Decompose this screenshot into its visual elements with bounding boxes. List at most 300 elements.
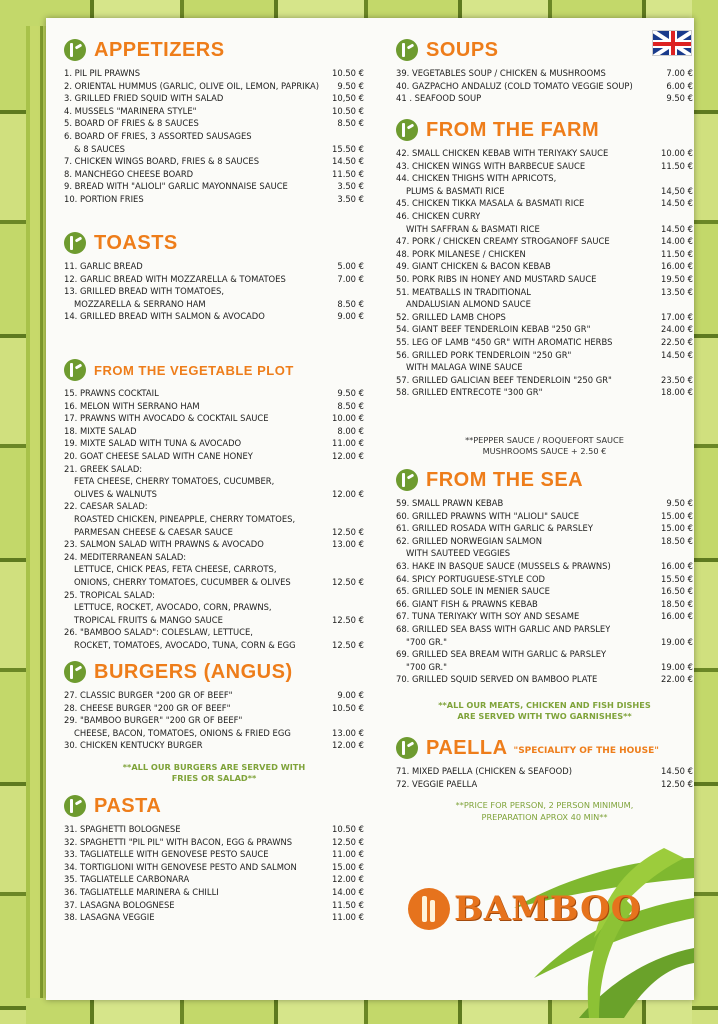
menu-item [64,168,364,181]
menu-item [396,197,693,210]
item-name: 64. SPICY PORTUGUESE-STYLE COD [396,573,545,584]
item-price: 9.50 € [666,498,693,508]
item-name: 39. VEGETABLES SOUP / CHICKEN & MUSHROOMS [396,68,606,78]
item-name: ANDALUSIAN ALMOND SAUCE [406,299,531,310]
section-title: FROM THE SEA [426,468,584,491]
item-name: CHEESE, BACON, TOMATOES, ONIONS & FRIED EGG [74,727,291,738]
item-price: 11.50 € [661,160,693,171]
menu-item [64,193,364,206]
menu-item [64,526,364,539]
menu-item [396,765,693,778]
menu-item [396,535,693,548]
item-name: 5. BOARD OF FRIES & 8 SAUCES [64,118,199,129]
item-price [659,361,693,374]
bamboo-icon [64,661,86,683]
item-price: 19.00 € [661,636,693,647]
menu-item [64,180,364,193]
item-name: PLUMS & BASMATI RICE [406,185,505,196]
item-price: 11.50 € [661,248,693,259]
menu-item [396,623,693,636]
item-name: 18. MIXTE SALAD [64,425,137,436]
item-price [330,601,364,614]
item-price: 12.50 € [332,576,364,587]
section-vegetable-plot [64,358,364,651]
section-title: TOASTS [94,231,178,254]
menu-item [64,400,364,413]
item-price: 11.50 € [332,168,364,179]
menu-item [396,522,693,535]
item-price: 12.50 € [332,614,364,625]
bamboo-icon [64,795,86,817]
menu-item [396,610,693,623]
menu-item [396,336,693,349]
item-name: 42. SMALL CHICKEN KEBAB WITH TERIYAKY SAUCE [396,148,609,158]
item-price: 14.50 € [661,349,693,360]
item-name: 47. PORK / CHICKEN CREAMY STROGANOFF SAUCE [396,236,610,247]
item-price: 12.50 € [661,778,693,789]
item-name: 41 . SEAFOOD SOUP [396,93,482,104]
menu-item [396,673,693,686]
item-price [330,589,364,602]
menu-item [64,310,364,323]
menu-item [396,573,693,586]
item-name: 55. LEG OF LAMB "450 GR" WITH AROMATIC HERBS [396,336,613,347]
item-name: 15. PRAWNS COCKTAIL [64,388,159,398]
menu-item [396,598,693,611]
item-price: 15.00 € [661,510,693,521]
item-name: "700 GR." [406,636,448,647]
item-price: 11.50 € [332,899,364,910]
item-price [330,551,364,564]
item-name: WITH SAUTEED VEGGIES [406,548,511,559]
item-name: OLIVES & WALNUTS [74,488,157,499]
menu-item [396,349,693,362]
menu-item [64,589,364,602]
item-price: 7.00 € [666,68,693,78]
item-name: 33. TAGLIATELLE WITH GENOVESE PESTO SAUCE [64,849,269,860]
menu-item [396,497,693,510]
menu-item [396,286,693,299]
menu-item [64,425,364,438]
menu-item [64,861,364,874]
item-name: 52. GRILLED LAMB CHOPS [396,311,506,322]
menu-item [396,147,693,160]
menu-item [64,601,364,614]
item-name: 1. PIL PIL PRAWNS [64,68,141,78]
menu-item [64,155,364,168]
item-price [659,210,693,223]
item-name: 48. PORK MILANESE / CHICKEN [396,248,526,259]
menu-page [46,18,694,1000]
item-name: 14. GRILLED BREAD WITH SALMON & AVOCADO [64,311,265,322]
menu-item [396,323,693,336]
item-name: 19. MIXTE SALAD WITH TUNA & AVOCADO [64,438,242,449]
menu-item [396,585,693,598]
item-price [330,285,364,298]
item-price: 12.50 € [332,639,364,650]
item-name: 57. GRILLED GALICIAN BEEF TENDERLOIN "250 GR" [396,374,612,385]
menu-item [396,778,693,791]
section-title: BURGERS (ANGUS) [94,660,293,683]
menu-item [64,500,364,513]
item-price: 8.50 € [337,118,364,129]
menu-item [396,80,693,93]
item-name: 61. GRILLED ROSADA WITH GARLIC & PARSLEY [396,523,593,534]
bamboo-icon [64,359,86,381]
item-price: 22.50 € [661,336,693,347]
item-price: 18.00 € [661,387,693,398]
item-name: & 8 SAUCES [74,143,125,154]
item-name: 25. TROPICAL SALAD: [64,589,155,600]
menu-item [396,386,693,399]
item-price: 14.50 € [661,223,693,234]
item-name: 22. CAESAR SALAD: [64,501,148,512]
item-name: 60. GRILLED PRAWNS WITH "ALIOLI" SAUCE [396,510,580,521]
item-name: 21. GREEK SALAD: [64,463,143,474]
item-name: LETTUCE, CHICK PEAS, FETA CHEESE, CARROTS, [74,564,277,575]
menu-item [64,437,364,450]
item-name: 13. GRILLED BREAD WITH TOMATOES, [64,286,225,297]
menu-item [396,374,693,387]
item-name: 59. SMALL PRAWN KEBAB [396,498,504,508]
item-price: 16.50 € [661,586,693,597]
menu-item [64,130,364,143]
item-name: 69. GRILLED SEA BREAM WITH GARLIC & PARSLEY [396,649,607,660]
item-name: 50. PORK RIBS IN HONEY AND MUSTARD SAUCE [396,273,597,284]
item-price [330,626,364,639]
menu-item [64,848,364,861]
logo-icon [408,888,450,930]
menu-item [64,92,364,105]
section-farm [396,118,693,458]
menu-item [396,298,693,311]
item-name: 49. GIANT CHICKEN & BACON KEBAB [396,261,551,272]
item-name: ROASTED CHICKEN, PINEAPPLE, CHERRY TOMATOES, [74,513,296,524]
burgers-note: **ALL OUR BURGERS ARE SERVED WITH FRIES OR SALAD** [122,761,306,784]
item-price: 16.00 € [661,261,693,272]
menu-item [64,614,364,627]
menu-item [396,67,693,80]
item-price: 23.50 € [661,374,693,385]
menu-item [64,911,364,924]
menu-item [64,639,364,652]
item-price [330,463,364,476]
menu-item [64,117,364,130]
menu-item [396,185,693,198]
item-price: 14.00 € [332,886,364,897]
item-name: 11. GARLIC BREAD [64,261,143,271]
item-name: 65. GRILLED SOLE IN MENIER SAUCE [396,586,550,597]
item-name: 34. TORTIGLIONI WITH GENOVESE PESTO AND SALMON [64,861,297,872]
item-name: 16. MELON WITH SERRANO HAM [64,400,200,411]
item-price: 22.00 € [661,674,693,685]
menu-item [396,510,693,523]
item-name: TROPICAL FRUITS & MANGO SAUCE [74,614,223,625]
item-name: MOZZARELLA & SERRANO HAM [74,298,206,309]
item-name: 6. BOARD OF FRIES, 3 ASSORTED SAUSAGES [64,130,252,141]
item-name: 27. CLASSIC BURGER "200 GR OF BEEF" [64,690,233,700]
menu-item [64,475,364,488]
item-price: 3.50 € [337,181,364,192]
item-price: 14.50 € [661,198,693,209]
item-price [330,475,364,488]
menu-item [64,899,364,912]
item-price: 13.00 € [332,539,364,550]
item-price: 10.00 € [332,413,364,424]
menu-item [64,488,364,501]
item-name: 7. CHICKEN WINGS BOARD, FRIES & 8 SAUCES [64,156,260,167]
item-name: 20. GOAT CHEESE SALAD WITH CANE HONEY [64,450,253,461]
section-burgers [64,660,364,785]
menu-item [64,739,364,752]
menu-item [396,223,693,236]
item-name: 45. CHICKEN TIKKA MASALA & BASMATI RICE [396,198,585,209]
item-price: 8.50 € [337,400,364,411]
item-name: 10. PORTION FRIES [64,193,144,204]
item-name: 32. SPAGHETTI "PIL PIL" WITH BACON, EGG & PRAWNS [64,836,293,847]
menu-item [64,143,364,156]
section-toasts [64,231,364,323]
item-name: 68. GRILLED SEA BASS WITH GARLIC AND PARSLEY [396,623,611,634]
item-price: 13.00 € [332,727,364,738]
menu-item [64,273,364,286]
menu-item [396,248,693,261]
item-name: FETA CHEESE, CHERRY TOMATOES, CUCUMBER, [74,476,275,487]
item-name: PARMESAN CHEESE & CAESAR SAUCE [74,526,233,537]
item-name: 54. GIANT BEEF TENDERLOIN KEBAB "250 GR" [396,324,591,335]
item-price: 18.50 € [661,535,693,546]
item-name: 35. TAGLIATELLE CARBONARA [64,874,190,885]
sauce-note: **PEPPER SAUCE / ROQUEFORT SAUCE MUSHROOMS SAUCE + 2.50 € [465,434,624,457]
menu-item [64,538,364,551]
item-name: 58. GRILLED ENTRECOTE "300 GR" [396,387,543,398]
item-name: 31. SPAGHETTI BOLOGNESE [64,824,181,834]
item-name: 4. MUSSELS "MARINERA STYLE" [64,105,197,116]
item-price: 12.50 € [332,526,364,537]
item-price: 16.00 € [661,611,693,622]
section-title: SOUPS [426,38,499,61]
menu-item [396,160,693,173]
item-name: ROCKET, TOMATOES, AVOCADO, TUNA, CORN & EGG [74,639,296,650]
item-name: WITH MALAGA WINE SAUCE [406,362,523,373]
menu-item [64,463,364,476]
bamboo-right [692,0,718,1024]
item-name: 66. GIANT FISH & PRAWNS KEBAB [396,598,538,609]
menu-item [396,560,693,573]
section-appetizers [64,38,364,206]
item-price: 14.50 € [332,156,364,167]
item-price [330,500,364,513]
item-price: 14.00 € [661,236,693,247]
item-name: 71. MIXED PAELLA (CHICKEN & SEAFOOD) [396,766,572,776]
menu-item [64,298,364,311]
section-sea [396,468,693,723]
menu-item [64,563,364,576]
bamboo-icon [396,469,418,491]
menu-item [396,260,693,273]
item-price: 11.00 € [332,438,364,449]
item-name: 24. MEDITERRANEAN SALAD: [64,551,187,562]
menu-item [64,67,364,80]
bamboo-left [0,0,26,1024]
menu-item [64,886,364,899]
item-name: 2. ORIENTAL HUMMUS (GARLIC, OLIVE OIL, LEMON, PAPRIKA) [64,80,319,91]
item-name: 9. BREAD WITH "ALIOLI" GARLIC MAYONNAISE SAUCE [64,181,288,192]
section-soups [396,38,693,105]
menu-item [64,513,364,526]
item-price [330,714,364,727]
item-price: 19.50 € [661,273,693,284]
menu-item [396,311,693,324]
bamboo-icon [64,232,86,254]
item-name: 30. CHICKEN KENTUCKY BURGER [64,740,203,751]
item-name: 46. CHICKEN CURRY [396,210,481,221]
item-name: 23. SALMON SALAD WITH PRAWNS & AVOCADO [64,539,264,550]
item-price: 12.00 € [332,450,364,461]
menu-item [396,172,693,185]
item-price: 10.50 € [332,105,364,116]
item-price: 7.00 € [337,273,364,284]
menu-item [396,547,693,560]
garnish-note: **ALL OUR MEATS, CHICKEN AND FISH DISHES ARE SERVED WITH TWO GARNISHES** [438,699,651,722]
item-price [330,513,364,526]
section-title: APPETIZERS [94,38,225,61]
logo-text: BAMBOO [454,889,642,929]
item-price: 12.00 € [332,488,364,499]
item-price: 13.50 € [661,286,693,297]
item-price: 24.00 € [661,324,693,335]
item-name: 40. GAZPACHO ANDALUZ (COLD TOMATO VEGGIE SOUP) [396,80,633,91]
section-title: FROM THE VEGETABLE PLOT [94,362,294,378]
menu-item [64,576,364,589]
menu-item [64,105,364,118]
paella-note: **PRICE FOR PERSON, 2 PERSON MINIMUM, PREPARATION APROX 40 MIN** [455,800,634,822]
item-price: 8.50 € [337,298,364,309]
item-price: 15.50 € [661,573,693,584]
item-price: 9.00 € [337,690,364,700]
item-name: 62. GRILLED NORWEGIAN SALMON [396,535,542,546]
item-price: 9.50 € [337,388,364,398]
menu-item [64,714,364,727]
item-price: 12.00 € [332,874,364,885]
item-price: 11.00 € [332,912,364,923]
menu-item [64,823,364,836]
item-name: 28. CHEESE BURGER "200 GR OF BEEF" [64,702,231,713]
item-price: 5.00 € [337,261,364,271]
item-name: 67. TUNA TERIYAKY WITH SOY AND SESAME [396,611,580,622]
menu-item [64,727,364,740]
item-name: "700 GR." [406,661,448,672]
menu-item [64,412,364,425]
item-name: 72. VEGGIE PAELLA [396,778,478,789]
item-price: 16.00 € [661,560,693,571]
item-price [659,172,693,185]
item-price: 10.50 € [332,68,364,78]
menu-item [396,661,693,674]
item-price: 3.50 € [337,193,364,204]
bamboo-icon [64,39,86,61]
item-price: 6.00 € [666,80,693,91]
menu-item [64,551,364,564]
item-name: 51. MEATBALLS IN TRADITIONAL [396,286,531,297]
bamboo-icon [396,39,418,61]
section-title: FROM THE FARM [426,118,600,141]
item-price [659,547,693,560]
item-price: 11.00 € [332,849,364,860]
menu-item [396,361,693,374]
item-price: 10.50 € [332,702,364,713]
item-price: 18.50 € [661,598,693,609]
menu-item [64,836,364,849]
bamboo-logo [408,888,641,930]
menu-item [396,235,693,248]
item-price: 10.50 € [332,824,364,834]
item-name: 56. GRILLED PORK TENDERLOIN "250 GR" [396,349,572,360]
bamboo-icon [396,119,418,141]
menu-item [64,450,364,463]
menu-item [64,873,364,886]
item-price: 12.00 € [332,740,364,751]
item-name: 12. GARLIC BREAD WITH MOZZARELLA & TOMATOES [64,273,286,284]
item-name: ONIONS, CHERRY TOMATOES, CUCUMBER & OLIVES [74,576,291,587]
bamboo-icon [396,737,418,759]
item-price: 15.50 € [332,143,364,154]
menu-item [396,636,693,649]
section-pasta [64,794,364,924]
item-name: 26. "BAMBOO SALAD": COLESLAW, LETTUCE, [64,627,253,638]
item-name: 3. GRILLED FRIED SQUID WITH SALAD [64,93,224,104]
menu-item [396,92,693,105]
item-price: 9.50 € [337,80,364,91]
item-price: 14,50 € [661,185,693,196]
item-name: WITH SAFFRAN & BASMATI RICE [406,223,540,234]
item-price: 15.00 € [332,861,364,872]
menu-item [396,210,693,223]
item-price [330,130,364,143]
menu-item [396,273,693,286]
item-name: 44. CHICKEN THIGHS WITH APRICOTS, [396,173,557,184]
item-name: LETTUCE, ROCKET, AVOCADO, CORN, PRAWNS, [74,602,272,613]
item-price: 9.50 € [666,93,693,104]
item-price: 10,50 € [332,93,364,104]
item-price: 15.00 € [661,523,693,534]
menu-item [64,626,364,639]
item-name: 63. HAKE IN BASQUE SAUCE (MUSSELS & PRAWNS) [396,560,611,571]
item-price: 8.00 € [337,425,364,436]
menu-item [64,260,364,273]
item-price [659,648,693,661]
section-subtitle: "SPECIALITY OF THE HOUSE" [513,746,659,756]
item-price [659,623,693,636]
menu-item [64,689,364,702]
item-price: 14.50 € [661,766,693,776]
item-price: 17.00 € [661,311,693,322]
menu-item [64,387,364,400]
item-price [659,298,693,311]
item-name: 29. "BAMBOO BURGER" "200 GR OF BEEF" [64,715,243,726]
item-price: 9.00 € [337,311,364,322]
menu-item [396,648,693,661]
menu-item [64,285,364,298]
section-title: PASTA [94,794,162,817]
item-price: 19.00 € [661,661,693,672]
item-price: 10.00 € [661,148,693,158]
item-name: 43. CHICKEN WINGS WITH BARBECUE SAUCE [396,160,586,171]
menu-item [64,702,364,715]
section-title: PAELLA [426,736,508,759]
item-price: 12.50 € [332,836,364,847]
item-name: 38. LASAGNA VEGGIE [64,912,155,923]
